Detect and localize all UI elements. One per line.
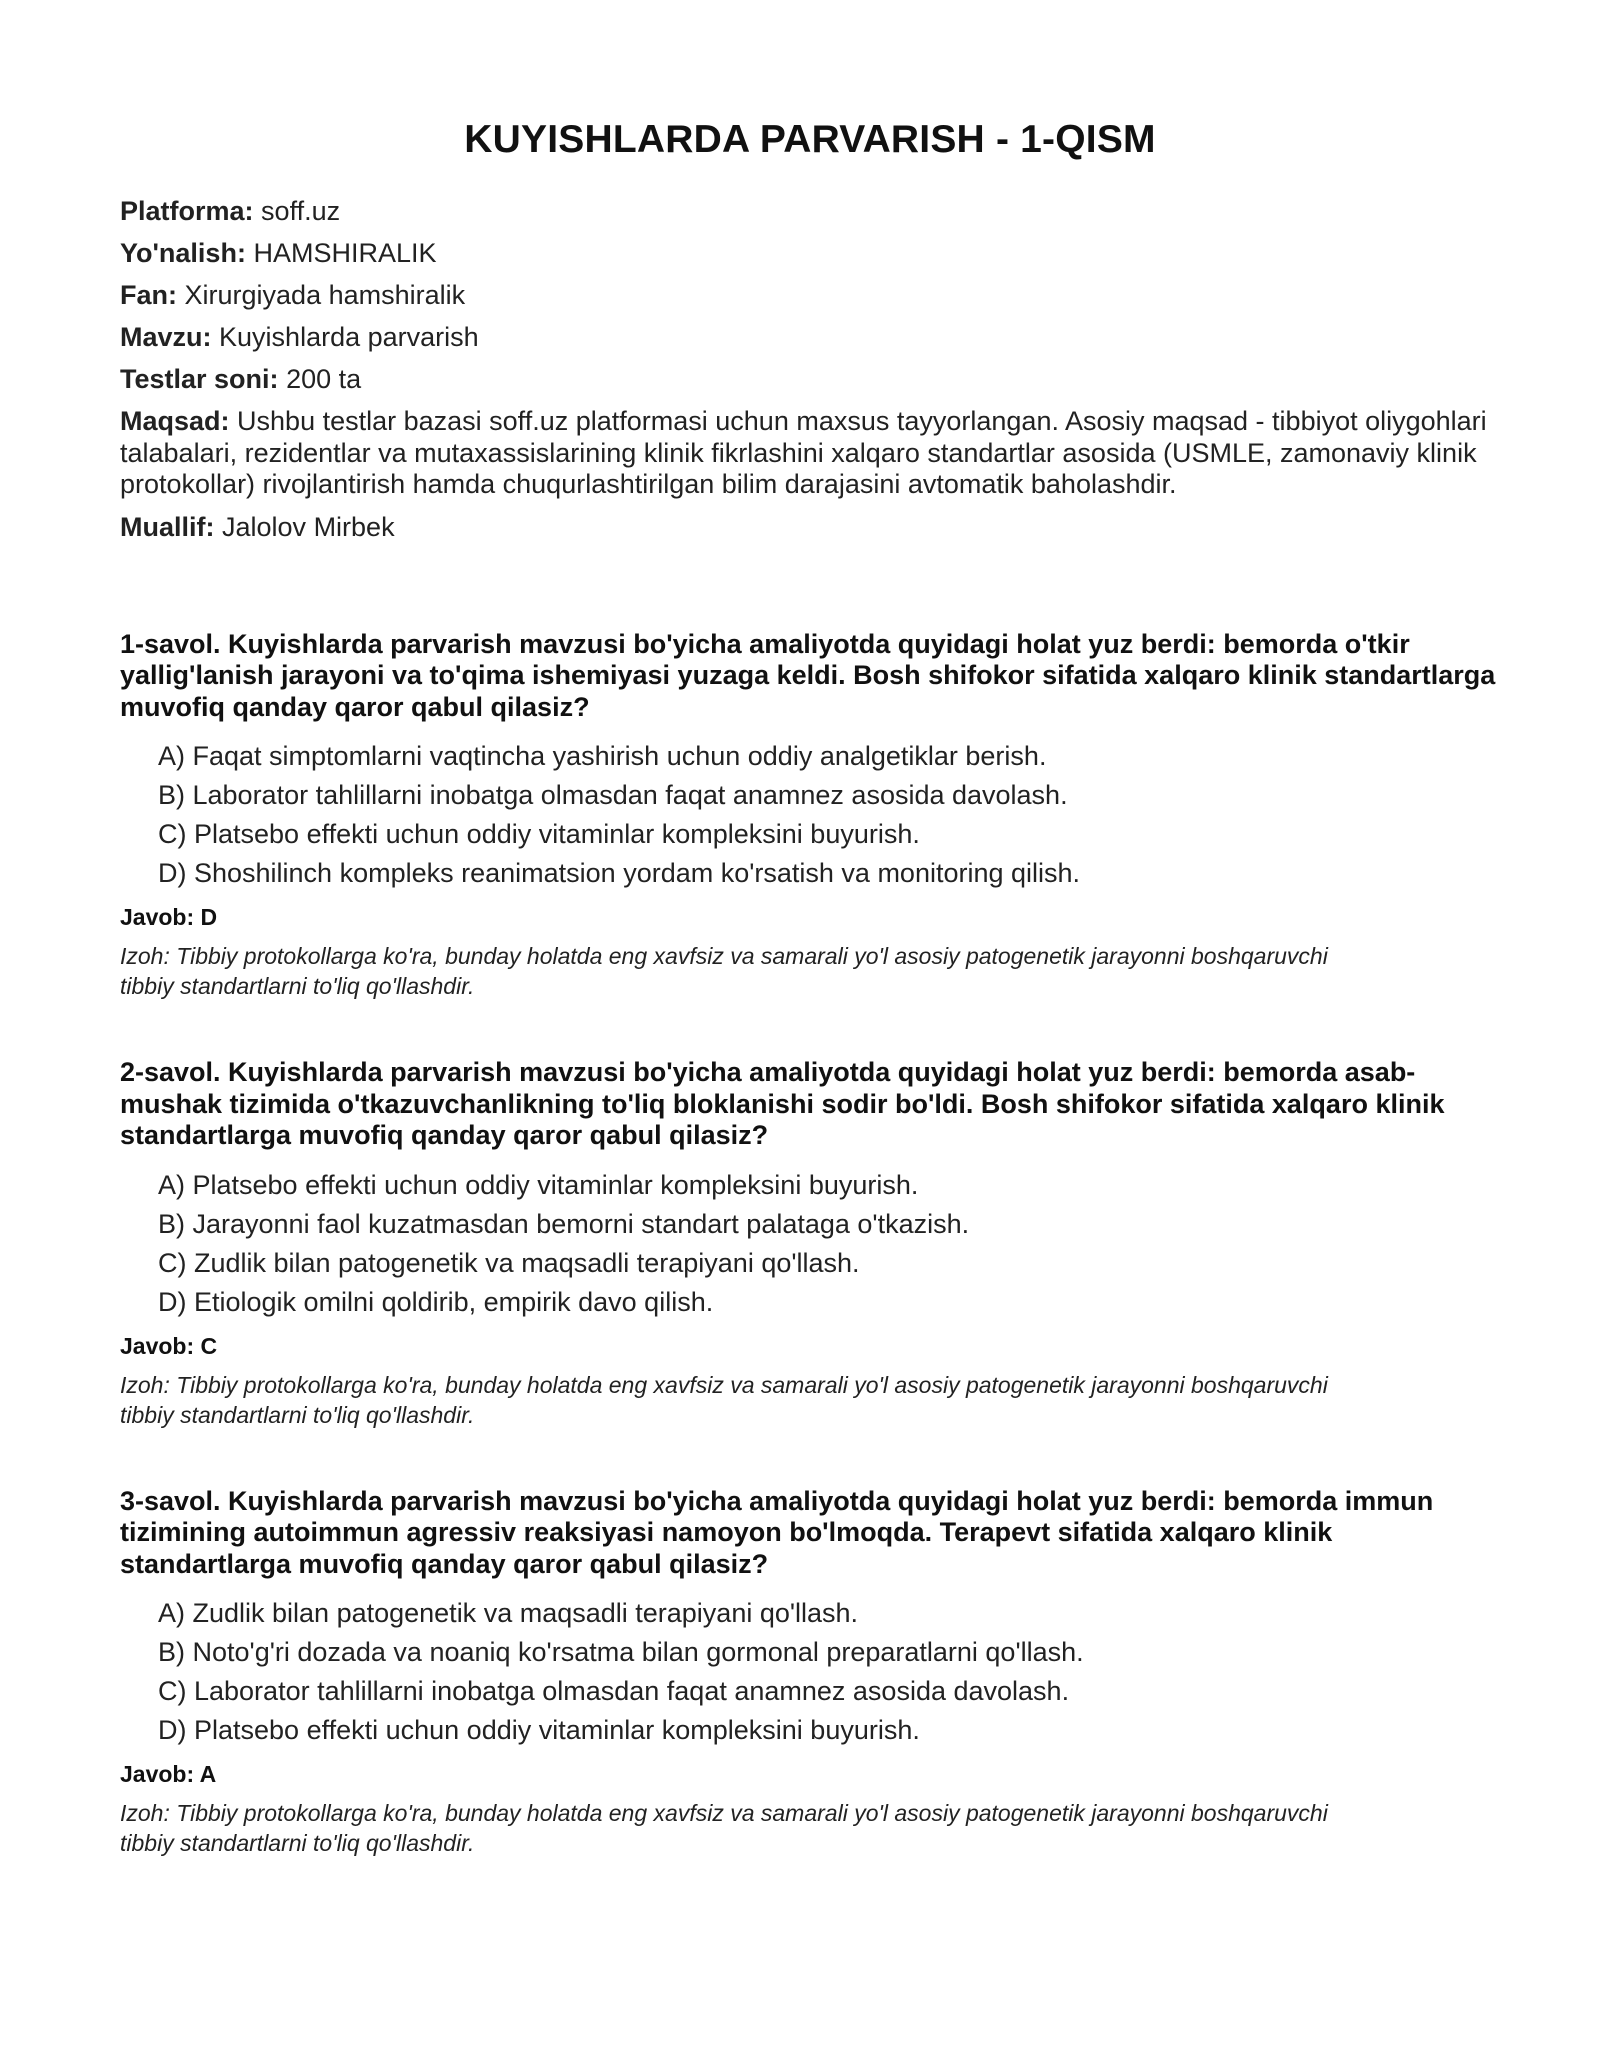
meta-direction-value: HAMSHIRALIK [253,238,437,268]
meta-test-count-value: 200 ta [286,364,362,394]
explanation-note: Izoh: Tibbiy protokollarga ko'ra, bunday holatda eng xavfsiz va samarali yo'l asosiy patogenetik jarayonni boshqaruvchi tibbiy standartlarni to'liq qo'llashdir. [120,943,1328,999]
question-3 [120,1486,1500,1859]
meta-topic-label: Mavzu: [120,322,212,352]
question-list [120,629,1500,1859]
option-c: C) Zudlik bilan patogenetik va maqsadli terapiyani qo'llash. [158,1247,860,1278]
meta-goal [120,406,1500,501]
correct-answer: Javob: D [120,904,218,930]
meta-direction [120,238,1500,269]
option-d: D) Etiologik omilni qoldirib, empirik davo qilish. [158,1286,714,1317]
meta-platform-value: soff.uz [261,196,341,226]
answer-options [120,1170,1500,1318]
explanation-note: Izoh: Tibbiy protokollarga ko'ra, bunday holatda eng xavfsiz va samarali yo'l asosiy patogenetik jarayonni boshqaruvchi tibbiy standartlarni to'liq qo'llashdir. [120,1800,1328,1856]
meta-test-count-label: Testlar soni: [120,364,279,394]
option-c: C) Laborator tahlillarni inobatga olmasdan faqat anamnez asosida davolash. [158,1676,1070,1706]
option-c: C) Platsebo effekti uchun oddiy vitaminlar kompleksini buyurish. [158,819,920,849]
answer-options [120,741,1500,889]
answer-options [120,1598,1500,1746]
option-b: B) Jarayonni faol kuzatmasdan bemorni standart palataga o'tkazish. [158,1208,970,1239]
question-text: 1-savol. Kuyishlarda parvarish mavzusi bo'yicha amaliyotda quyidagi holat yuz berdi: bemorda o'tkir yallig'lanish jarayoni va to'qima ishemiyasi yuzaga keldi. Bosh shifokor sifatida xalqaro klinik standartlarga muvofiq qanday qaror qabul qilasiz? [120,628,1496,722]
correct-answer: Javob: C [120,1332,218,1359]
question-2 [120,1057,1500,1430]
meta-subject-value: Xirurgiyada hamshiralik [184,280,466,310]
meta-subject [120,280,1500,311]
option-d: D) Shoshilinch kompleks reanimatsion yordam ko'rsatish va monitoring qilish. [158,858,1081,888]
question-1 [120,629,1500,1002]
meta-subject-label: Fan: [120,280,177,310]
meta-goal-label: Maqsad: [120,406,230,436]
question-text: 2-savol. Kuyishlarda parvarish mavzusi bo'yicha amaliyotda quyidagi holat yuz berdi: bemorda asab-mushak tizimida o'tkazuvchanlikning to'liq bloklanishi sodir bo'ldi. Bosh shifokor sifatida xalqaro klinik standartlarga muvofiq qanday qaror qabul qilasiz? [120,1057,1445,1150]
option-a: A) Platsebo effekti uchun oddiy vitaminlar kompleksini buyurish. [158,1169,919,1200]
option-a: A) Zudlik bilan patogenetik va maqsadli terapiyani qo'llash. [158,1598,859,1628]
meta-author [120,512,1500,543]
question-text: 3-savol. Kuyishlarda parvarish mavzusi bo'yicha amaliyotda quyidagi holat yuz berdi: bemorda immun tizimining autoimmun agressiv reaksiyasi namoyon bo'lmoqda. Terapevt sifatida xalqaro klinik standartlarga muvofiq qanday qaror qabul qilasiz? [120,1485,1434,1579]
meta-platform-label: Platforma: [120,196,254,226]
meta-author-value: Jalolov Mirbek [222,511,395,542]
meta-author-label: Muallif: [120,511,215,542]
explanation-note: Izoh: Tibbiy protokollarga ko'ra, bunday holatda eng xavfsiz va samarali yo'l asosiy patogenetik jarayonni boshqaruvchi tibbiy standartlarni to'liq qo'llashdir. [120,1371,1328,1428]
option-a: A) Faqat simptomlarni vaqtincha yashirish uchun oddiy analgetiklar berish. [158,741,1047,771]
option-b: B) Noto'g'ri dozada va noaniq ko'rsatma bilan gormonal preparatlarni qo'llash. [158,1637,1084,1667]
option-b: B) Laborator tahlillarni inobatga olmasdan faqat anamnez asosida davolash. [158,780,1068,810]
meta-topic-value: Kuyishlarda parvarish [219,322,479,352]
option-d: D) Platsebo effekti uchun oddiy vitaminlar kompleksini buyurish. [158,1715,920,1745]
document-title: KUYISHLARDA PARVARISH - 1-QISM [464,118,1156,161]
meta-topic [120,322,1500,353]
document-meta [120,196,1500,543]
correct-answer: Javob: A [120,1761,217,1787]
meta-goal-value: Ushbu testlar bazasi soff.uz platformasi uchun maxsus tayyorlangan. Asosiy maqsad - tibbiyot oliygohlari talabalari, rezidentlar va mutaxassislarining klinik fikrlashini xalqaro standartlar asosida (USMLE, zamonaviy klinik protokollar) rivojlantirish hamda chuqurlashtirilgan bilim darajasini avtomatik baholashdir. [120,406,1487,499]
meta-direction-label: Yo'nalish: [120,238,246,268]
meta-platform [120,196,1500,227]
meta-test-count [120,364,1500,395]
